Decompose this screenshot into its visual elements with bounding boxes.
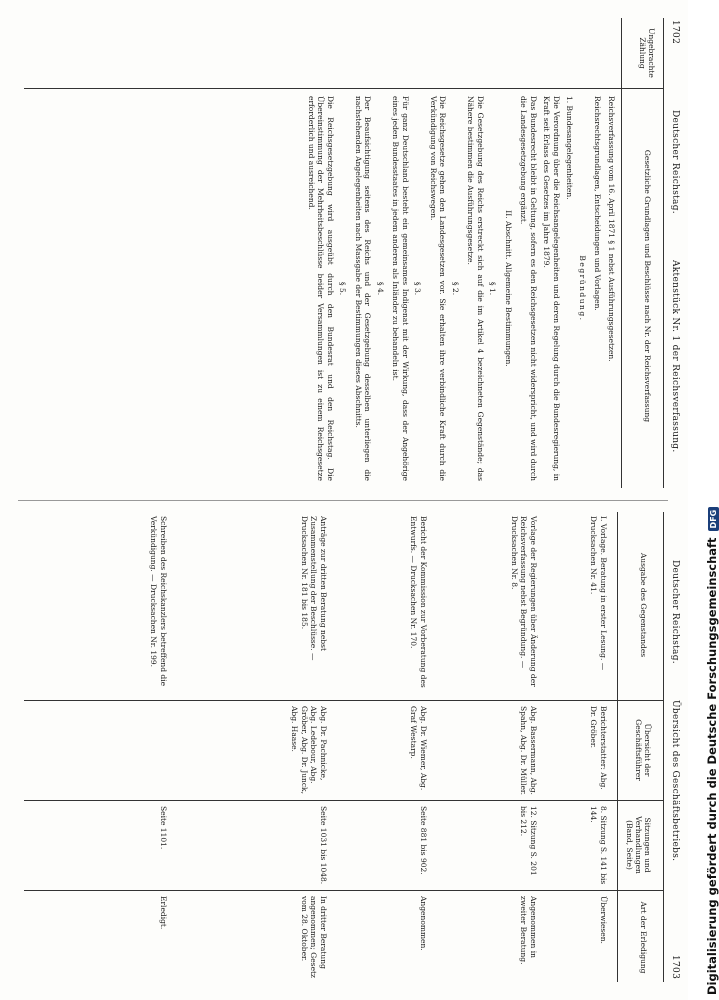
rule-col-left	[24, 88, 664, 89]
r4-speakers: Abg. Dr. Pachnicke, Abg. Ledebour, Abg. Gröber, Abg. Dr. Junck, Abg. Haase.	[290, 706, 328, 794]
r5-subject: Schreiben des Reichskanzlers betreffend die Verkündigung. — Drucksachen Nr. 199.	[149, 516, 168, 687]
r4-sessions: Seite 1031 bis 1048.	[319, 806, 328, 885]
dfg-strip	[688, 0, 719, 1000]
r1-disposition: Überwiesen.	[599, 896, 608, 944]
r4-subject: Anträge zur dritten Beratung nebst Zusammenstellung der Beschlüsse. — Drucksachen Nr. 181 bis 185.	[300, 516, 328, 661]
r2-disposition: Angenommen in zweiter Beratung.	[519, 896, 538, 965]
page-number-left: 1702	[670, 20, 680, 45]
dfg-logo-icon: DFG	[708, 507, 719, 532]
r1-speakers: Berichterstatter: Abg. Dr. Gröber.	[589, 706, 608, 790]
paragraph-6: Der Beaufsichtigung seitens des Reichs und der Gesetzgebung desselben unterliegen die nachstehenden Angelegenheiten nach Massgabe der Bestimmungen dieses Abschnitts.	[354, 96, 373, 481]
r2-sessions: 12. Sitzung S. 201 bis 212.	[519, 806, 538, 876]
running-head-right-b: Übersicht des Geschäftsbetriebs.	[670, 700, 680, 862]
th-disposition: Art der Erledigung	[639, 901, 648, 974]
r1-subject: I. Vorlage. Beratung in erster Lesung. — Drucksachen Nr. 41.	[589, 516, 608, 671]
th-speakers: Übersicht der Geschäftsführer	[634, 719, 652, 781]
running-head-left-a: Deutscher Reichstag.	[670, 110, 680, 214]
section-3: § 3.	[413, 281, 423, 296]
sub-heading-a: 1. Bundesangelegenheiten.	[565, 96, 575, 200]
dfg-notice-text: Digitalisierung gefördert durch die Deutsche Forschungsgemeinschaft	[705, 537, 719, 995]
r2-subject: Vorlage der Regierungen über Änderung der Reichsverfassung nebst Begründung. — Drucksachen Nr. 8.	[510, 516, 538, 687]
sub-heading-b: II. Abschnitt. Allgemeine Bestimmungen.	[504, 210, 513, 367]
th-subject: Ausgabe des Gegenstandes	[639, 552, 648, 658]
col-head-law: Gesetzliche Grundlagen und Beschlüsse nach Nr. der Reichsverfassung	[643, 149, 652, 423]
section-5: § 5.	[338, 281, 348, 296]
paragraph-5: Für ganz Deutschland besteht ein gemeinsames Indigenat mit der Wirkung, dass der Angehörige eines jeden Bundesstaates in jedem anderen als Inländer zu behandeln ist.	[391, 96, 410, 481]
col-head-count: Ungebrachte Zählung	[638, 28, 656, 78]
r5-sessions: Seite 1101.	[159, 806, 168, 850]
dfg-notice	[705, 507, 719, 995]
left-column-text	[303, 96, 617, 481]
running-head-left-b: Aktenstück Nr. 1 der Reichsverfassung.	[670, 260, 680, 453]
r2-speakers: Abg. Bassermann, Abg. Spahn, Abg. Dr. Müller.	[519, 706, 538, 796]
row-1-text: Reichsverfassung vom 16. April 1871 § 1 nebst Ausführungsgesetzen.	[607, 96, 616, 362]
rule-col-r3	[24, 890, 664, 891]
rule-col-r2	[24, 800, 664, 801]
th-sessions: Sitzungen und Verhandlungen (Band, Seite)	[625, 816, 652, 874]
paragraph-4: Die Reichsgesetze gehen den Landesgesetzen vor. Sie erhalten ihre verbindliche Kraft durch die Verkündigung von Reichswegen.	[429, 96, 448, 481]
section-4: § 4.	[376, 281, 385, 296]
rule-top-right	[663, 512, 664, 982]
r3-sessions: Seite 881 bis 902.	[419, 806, 428, 875]
paragraph-2: Das Bundesrecht bleibt in Geltung, sofern es den Reichsgesetzen nicht widerspricht, und wird durch die Landesgesetzgebung ergänzt.	[519, 96, 538, 481]
section-2: § 2.	[451, 281, 460, 296]
paragraph-3: Die Gesetzgebung des Reichs erstreckt sich auf die im Artikel 4 bezeichneten Gegenstände; das Nähere bestimmen die Ausführungsgesetze.	[466, 96, 485, 481]
r1-sessions: 8. Sitzung S. 141 bis 144.	[589, 806, 608, 885]
running-head-right-a: Deutscher Reichstag.	[670, 560, 680, 664]
section-title: Begründung.	[578, 255, 587, 322]
paragraph-7: Die Reichsgesetzgebung wird ausgeübt durch den Bundesrat und den Reichstag. Die Übereinstimmung der Mehrheitsbeschlüsse beider Versammlungen ist zu einem Reichsgesetze erforderlich und ausreichend.	[307, 96, 335, 481]
rule-col-r1	[24, 700, 664, 701]
page-number-right: 1703	[670, 955, 680, 980]
rule-head-right	[617, 512, 618, 982]
r3-disposition: Angenommen.	[419, 896, 428, 951]
r3-subject: Bericht der Kommission zur Vorberatung des Entwurfs. — Drucksachen Nr. 170.	[409, 516, 428, 688]
r3-speakers: Abg. Dr. Wiemer, Abg. Graf Westarp.	[409, 706, 428, 791]
r5-disposition: Erledigt.	[159, 896, 168, 930]
section-1: § 1.	[488, 281, 498, 296]
row-2-text: Reichsrechtsgrundlagen, Entscheidungen und Vorlagen.	[593, 96, 603, 311]
gutter-rule	[18, 500, 668, 501]
r4-disposition: In dritter Beratung angenommen; Gesetz vom 28. Oktober.	[300, 896, 328, 978]
paragraph-1: Die Verordnung über die Reichsangelegenheiten und deren Regelung durch die Bundesregierung, in Kraft seit Erlass des Gesetzes im Jahre 1879.	[542, 96, 561, 481]
